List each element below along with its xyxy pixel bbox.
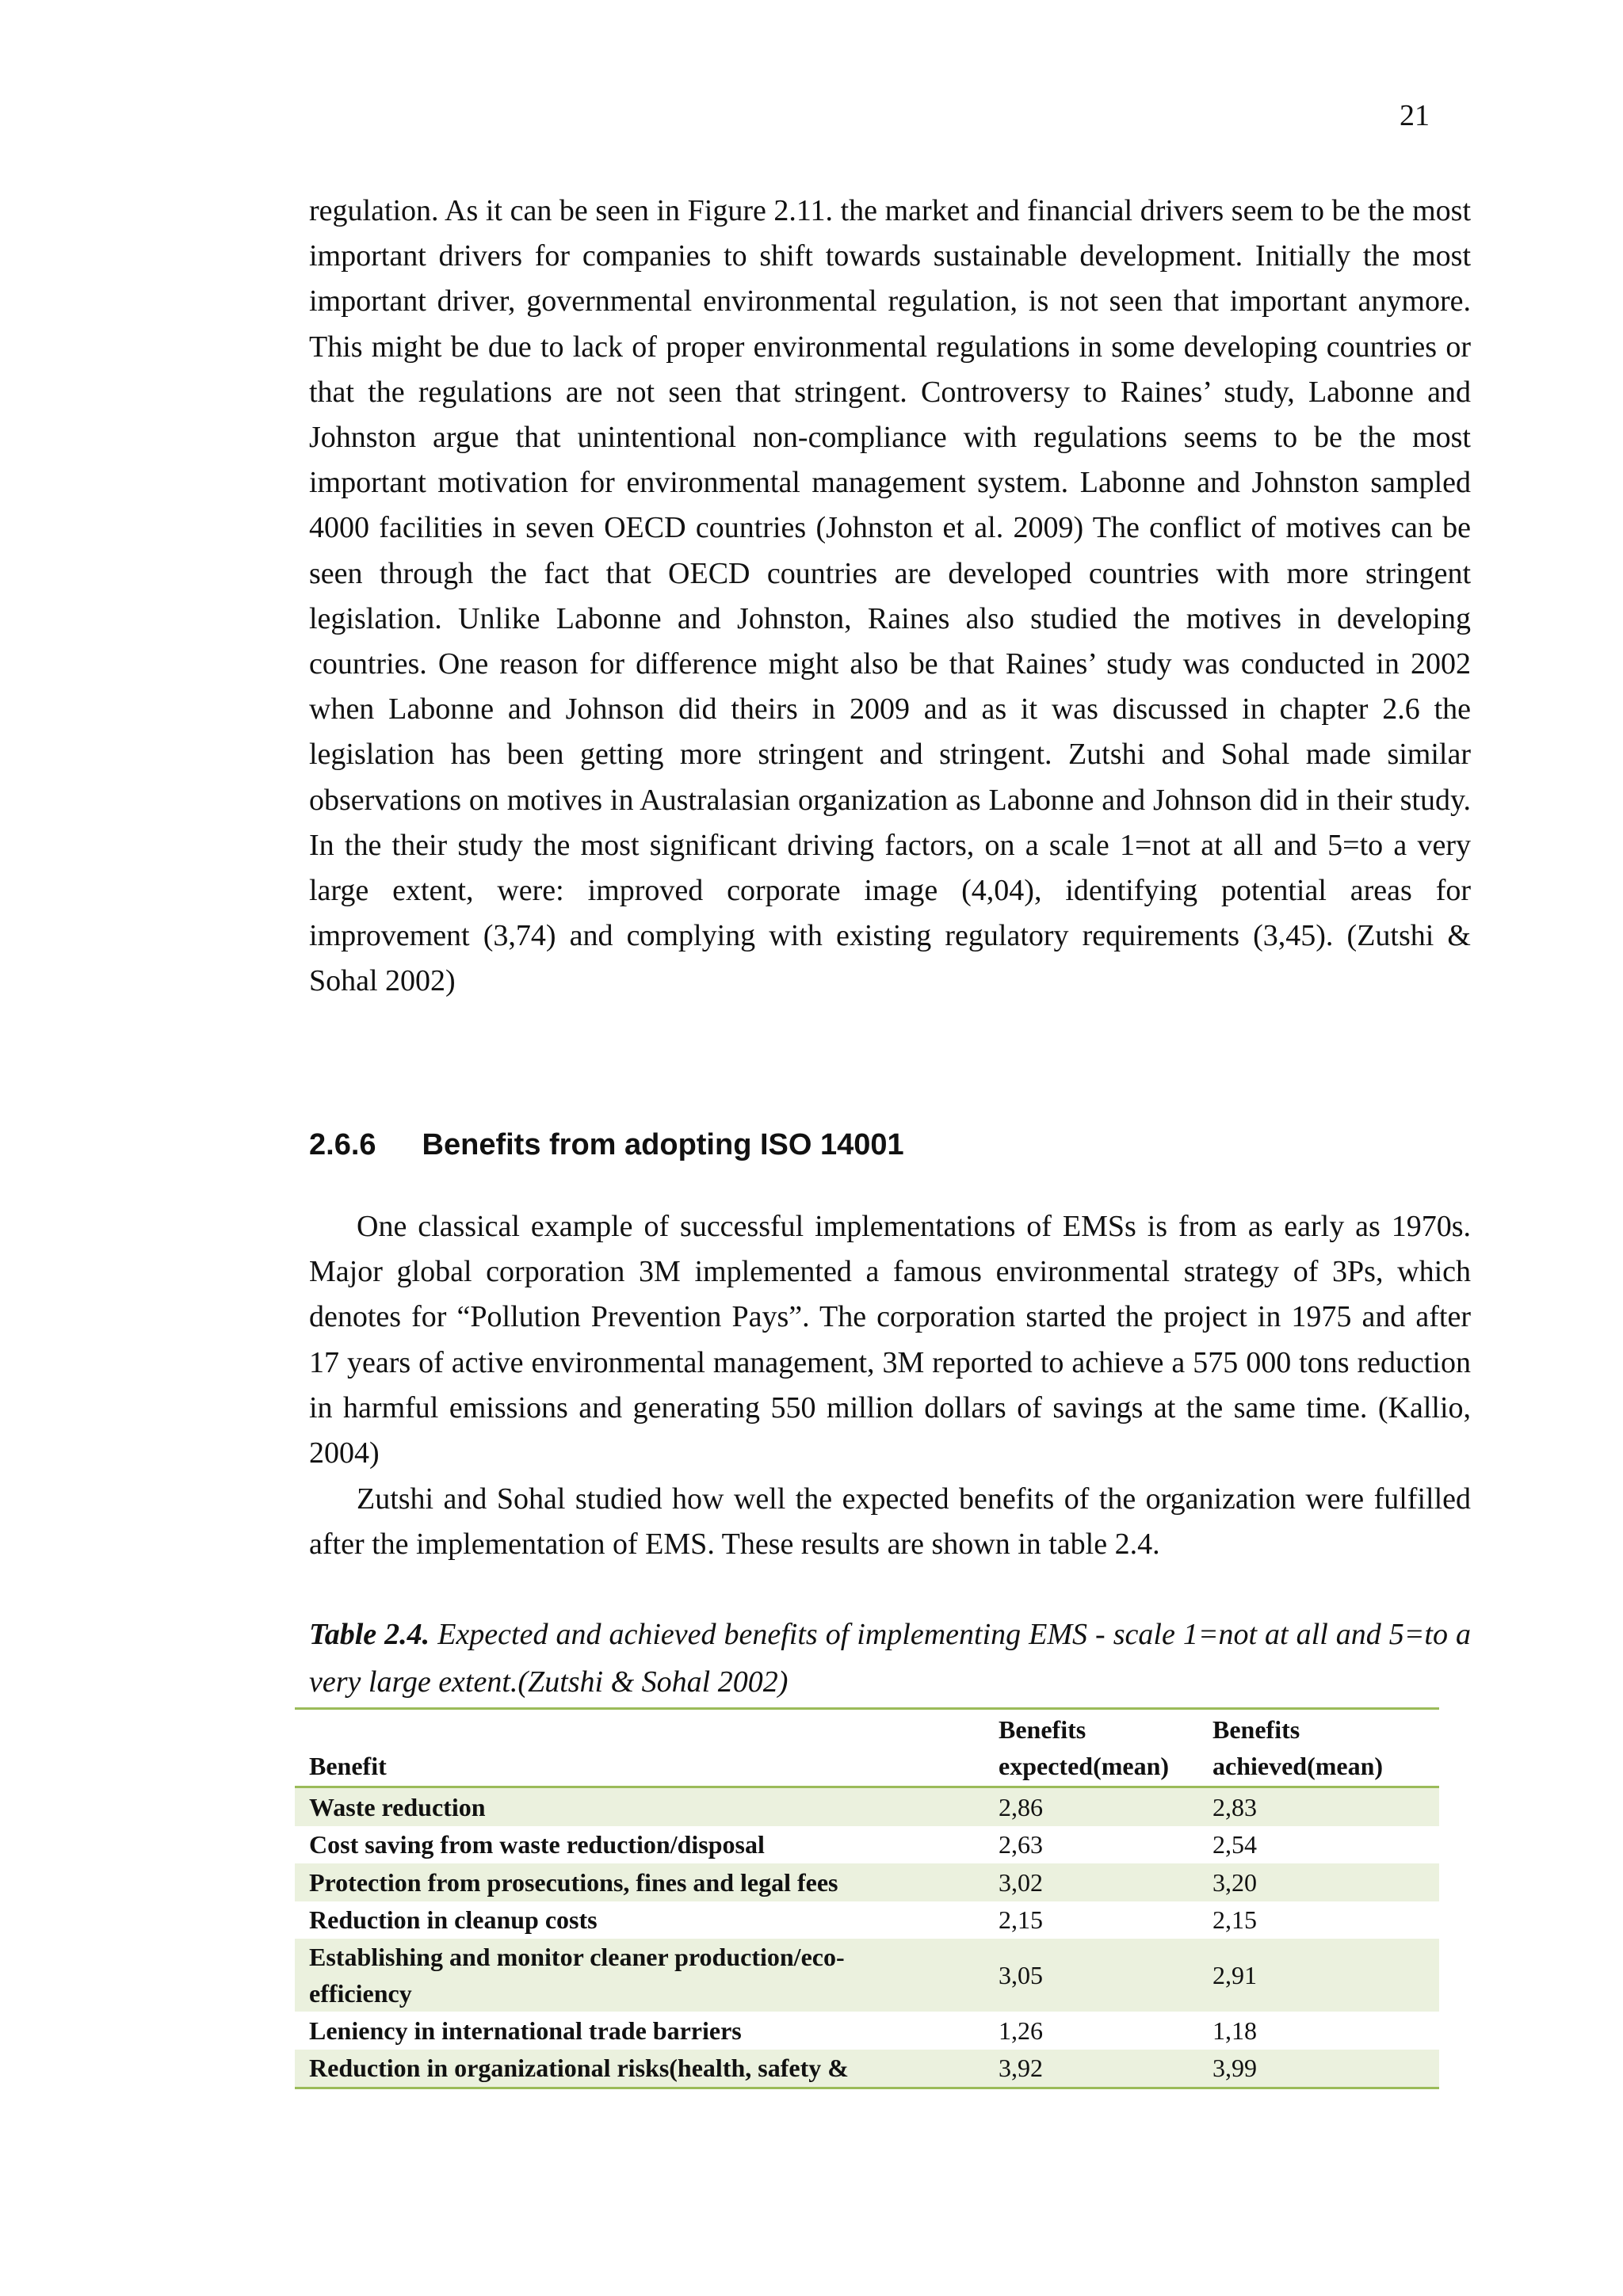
table-caption-text: Expected and achieved benefits of implementing EMS - scale 1=not at all and 5=to a very large extent.(Zutshi & Sohal 2002) [309,1618,1472,1699]
table-row [295,1826,1439,1864]
achieved-cell: 3,99 [1198,2050,1439,2088]
section-title: Benefits from adopting ISO 14001 [422,1128,904,1161]
paragraph-drivers: regulation. As it can be seen in Figure 2.11. the market and financial drivers seem to be the most important drivers for companies to shift towards sustainable development. Initially the most important driver, governmental environmental regulation, is not seen that important anymore. This might be due to lack of proper environmental regulations in some developing countries or that the regulations are not seen that stringent. Controversy to Raines’ study, Labonne and Johnston argue that unintentional non-compliance with regulations seems to be the most important motivation for environmental management system. Labonne and Johnston sampled 4000 facilities in seven OECD countries (Johnston et al. 2009) The conflict of motives can be seen through the fact that OECD countries are developed countries with more stringent legislation. Unlike Labonne and Johnston, Raines also studied the motives in developing countries. One reason for difference might also be that Raines’ study was conducted in 2002 when Labonne and Johnson did theirs in 2009 and as it was discussed in chapter 2.6 the legislation has been getting more stringent and stringent. Zutshi and Sohal made similar observations on motives in Australasian organization as Labonne and Johnson did in their study. In the their study the most significant driving factors, on a scale 1=not at all and 5=to a very large extent, were: improved corporate image (4,04), identifying potential areas for improvement (3,74) and complying with existing regulatory requirements (3,45). (Zutshi & Sohal 2002) [309,194,1471,998]
achieved-cell: 2,15 [1212,1905,1257,1935]
section-number: 2.6.6 [309,1128,376,1161]
table-header-row [295,1709,1439,1787]
benefit-cell: Reduction in organizational risks(health, safety & [295,2050,984,2088]
table-row [295,2012,1439,2050]
expected-cell: 2,63 [999,1830,1043,1859]
expected-cell: 3,02 [984,1863,1198,1901]
header-expected: Benefits expected(mean) [984,1709,1198,1787]
section-heading [309,1128,904,1162]
table-row [295,1787,1439,1826]
paragraph-3m-example: One classical example of successful implementations of EMSs is from as early as 1970s. Major global corporation 3M implemented a famous environmental strategy of 3Ps, which denotes for “Pollution Prevention Pays”. The corporation started the project in 1975 and after 17 years of active environmental management, 3M reported to achieve a 575 000 tons reduction in harmful emissions and generating 550 million dollars of savings at the same time. (Kallio, 2004) [309,1210,1471,1470]
achieved-cell: 2,91 [1198,1939,1439,2012]
table-row [295,2050,1439,2088]
benefits-table [295,1707,1439,2089]
header-achieved: Benefits achieved(mean) [1198,1709,1439,1787]
expected-cell: 1,26 [999,2016,1043,2045]
table-caption-label: Table 2.4. [309,1618,430,1651]
benefit-cell: Waste reduction [295,1787,984,1826]
page-number: 21 [1400,99,1430,132]
benefit-cell: Establishing and monitor cleaner production/eco-efficiency [295,1939,984,2012]
expected-cell: 2,15 [999,1905,1043,1935]
benefit-cell: Leniency in international trade barriers [309,2016,742,2045]
table-row [295,1863,1439,1901]
achieved-cell: 1,18 [1212,2016,1257,2045]
table-row [295,1901,1439,1939]
benefits-table-wrapper [295,1707,1439,2089]
achieved-cell: 3,20 [1198,1863,1439,1901]
expected-cell: 3,05 [984,1939,1198,2012]
achieved-cell: 2,54 [1212,1830,1257,1859]
table-caption [309,1611,1471,1706]
header-benefit: Benefit [295,1709,984,1787]
benefit-cell: Cost saving from waste reduction/disposal [309,1830,765,1859]
benefit-cell: Protection from prosecutions, fines and legal fees [295,1863,984,1901]
expected-cell: 2,86 [984,1787,1198,1826]
benefit-cell: Reduction in cleanup costs [309,1905,598,1935]
paragraph-zutshi-sohal: Zutshi and Sohal studied how well the expected benefits of the organization were fulfilled after the implementation of EMS. These results are shown in table 2.4. [309,1482,1471,1562]
expected-cell: 3,92 [984,2050,1198,2088]
table-row [295,1939,1439,2012]
achieved-cell: 2,83 [1198,1787,1439,1826]
